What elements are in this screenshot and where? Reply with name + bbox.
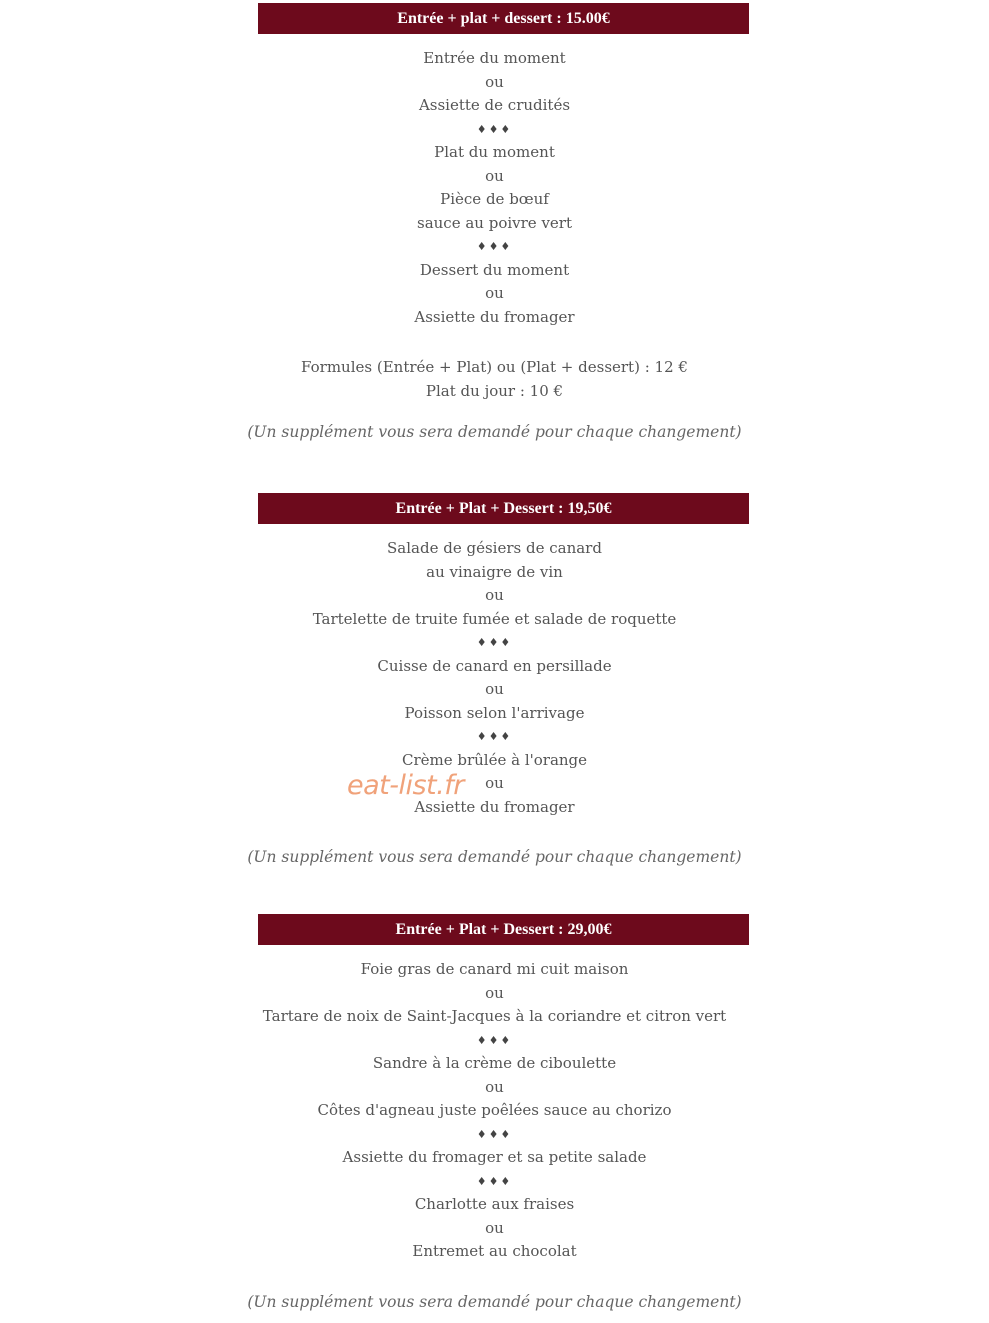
menu-line: Crème brûlée à l'orange <box>401 750 588 769</box>
menu-body <box>0 537 989 870</box>
supplement-note: (Un supplément vous sera demandé pour chaque changement) <box>247 1292 742 1311</box>
menu-header: Entrée + plat + dessert : 15.00€ <box>258 3 749 34</box>
menu-line: ou <box>485 166 504 185</box>
menu-line: sauce au poivre vert <box>417 213 572 232</box>
menu-line: Côtes d'agneau juste poêlées sauce au chorizo <box>317 1101 672 1119</box>
menu-line: Tartare de noix de Saint-Jacques à la coriandre et citron vert <box>262 1007 727 1025</box>
menu-line: Charlotte aux fraises <box>414 1195 575 1213</box>
menu-line: Poisson selon l'arrivage <box>404 703 585 722</box>
separator-diamonds: ♦♦♦ <box>476 1033 513 1047</box>
supplement-note: (Un supplément vous sera demandé pour chaque changement) <box>247 848 742 866</box>
separator-diamonds: ♦♦♦ <box>476 636 513 649</box>
menu-line: Sandre à la crème de ciboulette <box>372 1054 617 1072</box>
menu-line: Assiette du fromager et sa petite salade <box>342 1148 647 1166</box>
menu-line: ou <box>485 983 504 1002</box>
menu-header: Entrée + Plat + Dessert : 29,00€ <box>258 914 749 945</box>
menu-line: Plat du moment <box>434 143 555 161</box>
menu-line: Assiette du fromager <box>414 307 575 326</box>
menu-line: Salade de gésiers de canard <box>387 539 602 557</box>
menu-line: Assiette de crudités <box>418 96 571 114</box>
watermark-logo: eat-list.fr <box>347 770 464 801</box>
menu-line: Tartelette de truite fumée et salade de roquette <box>312 609 677 628</box>
separator-diamonds: ♦♦♦ <box>476 1127 513 1141</box>
menu-line: ou <box>485 680 504 698</box>
separator-diamonds: ♦♦♦ <box>476 730 513 743</box>
menu-line: Cuisse de canard en persillade <box>377 656 612 675</box>
separator-diamonds: ♦♦♦ <box>476 240 513 253</box>
supplement-note: (Un supplément vous sera demandé pour chaque changement) <box>247 423 742 441</box>
menu-line: ou <box>485 1077 504 1096</box>
menu-line: ou <box>485 72 504 91</box>
menu-body <box>0 958 989 1314</box>
plat-du-jour-line: Plat du jour : 10 € <box>425 381 564 400</box>
menu-line: au vinaigre de vin <box>426 562 563 581</box>
menu-body <box>0 47 989 445</box>
menu-line: ou <box>485 774 504 792</box>
separator-diamonds: ♦♦♦ <box>476 1174 513 1188</box>
menu-line: ou <box>485 1218 504 1237</box>
separator-diamonds: ♦♦♦ <box>476 122 513 136</box>
menu-line: Dessert du moment <box>419 260 570 279</box>
menu-line: Entremet au chocolat <box>412 1242 577 1260</box>
formules-line: Formules (Entrée + Plat) ou (Plat + dessert) : 12 € <box>301 358 688 376</box>
menu-line: Assiette du fromager <box>414 797 575 816</box>
menu-header: Entrée + Plat + Dessert : 19,50€ <box>258 493 749 524</box>
menu-line: ou <box>485 284 504 302</box>
menu-line: Foie gras de canard mi cuit maison <box>360 960 629 978</box>
menu-line: Pièce de bœuf <box>440 190 549 208</box>
menu-line: Entrée du moment <box>423 49 566 67</box>
menu-line: ou <box>485 586 504 604</box>
